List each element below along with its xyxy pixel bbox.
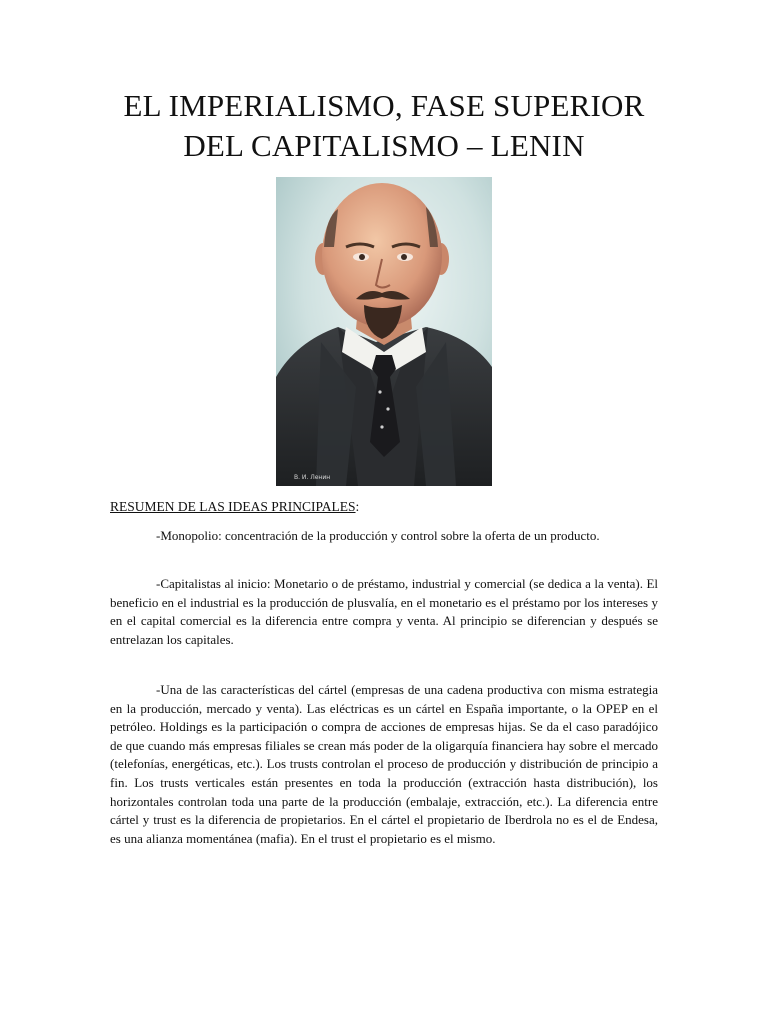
document-title xyxy=(0,86,768,166)
section-heading-colon: : xyxy=(355,499,360,514)
paragraph-cartel: -Una de las características del cártel (empresas de una cadena productiva con misma estrategia en la producción, mercado y venta). Las eléctricas es un cártel en España importante, o la OPEP en el petróleo. Holdings es la participación o compra de acciones de empresas hijas. Se da el caso paradójico de que cuando más empresas filiales se crean más poder de la oligarquía financiera hay sobre el mercado (telefonías, energéticas, etc.). Los trusts controlan el proceso de producción y distribución de principio a fin. Los trusts verticales están presentes en toda la producción (extracción hasta distribución), los horizontales controlan toda una parte de la producción (embalaje, extracción, etc.). La diferencia entre cártel y trust es la diferencia de propietarios. En el cártel el propietario de Iberdrola no es el de Endesa, es una alianza momentánea (mafia). En el trust el propietario es el mismo. xyxy=(110,682,658,846)
portrait-illustration xyxy=(276,177,492,486)
lenin-portrait-image xyxy=(276,177,492,486)
section-heading xyxy=(110,498,359,516)
paragraph-monopolio: -Monopolio: concentración de la producción y control sobre la oferta de un producto. xyxy=(156,528,600,543)
section-heading-text: RESUMEN DE LAS IDEAS PRINCIPALES xyxy=(110,499,356,514)
paragraph-capitalistas: -Capitalistas al inicio: Monetario o de préstamo, industrial y comercial (se dedica a la venta). El beneficio en el industrial es la producción de plusvalía, en el monetario es el préstamo por los intereses y en el capital comercial es la diferencia entre compra y venta. Al principio se diferencian y después se entrelazan los capitales. xyxy=(110,576,658,647)
portrait-signature: В. И. Ленин xyxy=(294,474,331,481)
title-line-1: EL IMPERIALISMO, FASE SUPERIOR xyxy=(123,88,645,123)
title-line-2: DEL CAPITALISMO – LENIN xyxy=(183,128,585,163)
